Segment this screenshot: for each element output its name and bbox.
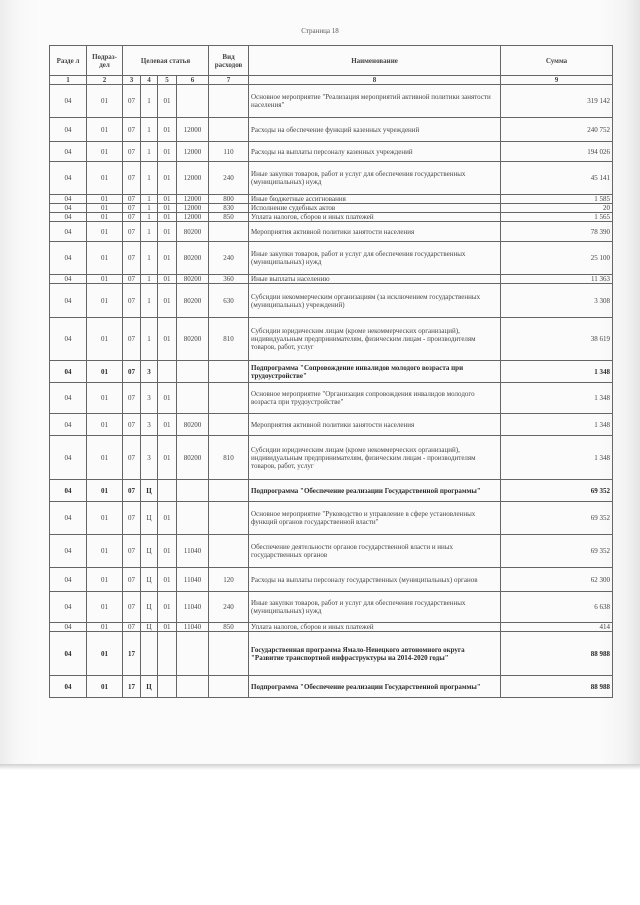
cell-naimenovanie: Уплата налогов, сборов и иных платежей [249, 213, 501, 222]
table-row [50, 222, 613, 242]
col-number: 4 [141, 76, 158, 85]
cell-cs-1: 07 [123, 414, 141, 436]
cell-razdel: 04 [50, 592, 87, 623]
cell-podrazdel: 01 [87, 414, 123, 436]
header-vid-rashodov: Вид расходов [209, 46, 249, 76]
cell-summa: 414 [501, 623, 613, 632]
cell-razdel: 04 [50, 502, 87, 535]
cell-cs-3: 01 [158, 162, 177, 195]
table-row [50, 676, 613, 698]
cell-cs-4: 80200 [177, 242, 209, 275]
table-row [50, 502, 613, 535]
cell-naimenovanie: Иные бюджетные ассигнования [249, 195, 501, 204]
header-summa: Сумма [501, 46, 613, 76]
cell-cs-1: 07 [123, 623, 141, 632]
table-row [50, 623, 613, 632]
cell-razdel: 04 [50, 195, 87, 204]
header-row [50, 46, 613, 76]
cell-cs-1: 17 [123, 676, 141, 698]
cell-cs-4 [177, 480, 209, 502]
cell-podrazdel: 01 [87, 592, 123, 623]
cell-naimenovanie: Субсидии юридическим лицам (кроме некоммерческих организаций), индивидуальным предпринимателям, физическим лицам - производителям товаров, работ, услуг [249, 318, 501, 361]
cell-cs-3: 01 [158, 535, 177, 568]
cell-cs-3: 01 [158, 436, 177, 480]
cell-razdel: 04 [50, 213, 87, 222]
table-row [50, 480, 613, 502]
cell-podrazdel: 01 [87, 623, 123, 632]
col-number: 6 [177, 76, 209, 85]
cell-cs-1: 07 [123, 436, 141, 480]
cell-cs-1: 07 [123, 142, 141, 162]
cell-cs-2: 1 [141, 318, 158, 361]
cell-podrazdel: 01 [87, 632, 123, 676]
cell-summa: 3 308 [501, 284, 613, 318]
cell-cs-3: 01 [158, 118, 177, 142]
cell-cs-2: 3 [141, 361, 158, 383]
cell-cs-2: Ц [141, 568, 158, 592]
table-row [50, 632, 613, 676]
cell-summa: 78 390 [501, 222, 613, 242]
cell-cs-3: 01 [158, 383, 177, 414]
cell-vid-rashodov [209, 535, 249, 568]
cell-razdel: 04 [50, 632, 87, 676]
cell-razdel: 04 [50, 118, 87, 142]
cell-cs-4: 80200 [177, 436, 209, 480]
cell-razdel: 04 [50, 142, 87, 162]
cell-vid-rashodov: 830 [209, 204, 249, 213]
cell-cs-2: Ц [141, 592, 158, 623]
cell-cs-2: 1 [141, 204, 158, 213]
cell-podrazdel: 01 [87, 85, 123, 118]
cell-summa: 240 752 [501, 118, 613, 142]
cell-cs-3: 01 [158, 204, 177, 213]
cell-vid-rashodov: 360 [209, 275, 249, 284]
cell-naimenovanie: Государственная программа Ямало-Ненецкого автономного округа "Развитие транспортной инфраструктуры на 2014-2020 годы" [249, 632, 501, 676]
cell-summa: 319 142 [501, 85, 613, 118]
cell-cs-2: 1 [141, 162, 158, 195]
cell-podrazdel: 01 [87, 502, 123, 535]
cell-cs-3: 01 [158, 242, 177, 275]
cell-razdel: 04 [50, 383, 87, 414]
cell-cs-4 [177, 502, 209, 535]
cell-vid-rashodov [209, 480, 249, 502]
cell-podrazdel: 01 [87, 361, 123, 383]
cell-cs-3: 01 [158, 142, 177, 162]
cell-naimenovanie: Субсидии юридическим лицам (кроме некоммерческих организаций), индивидуальным предпринимателям, физическим лицам - производителям товаров, работ, услуг [249, 436, 501, 480]
cell-naimenovanie: Расходы на обеспечение функций казенных учреждений [249, 118, 501, 142]
cell-summa: 69 352 [501, 535, 613, 568]
cell-cs-1: 07 [123, 162, 141, 195]
cell-podrazdel: 01 [87, 142, 123, 162]
cell-vid-rashodov [209, 414, 249, 436]
cell-naimenovanie: Расходы на выплаты персоналу казенных учреждений [249, 142, 501, 162]
cell-podrazdel: 01 [87, 195, 123, 204]
budget-table [49, 45, 613, 698]
cell-cs-2: 1 [141, 213, 158, 222]
cell-vid-rashodov [209, 383, 249, 414]
table-row [50, 535, 613, 568]
cell-summa: 1 565 [501, 213, 613, 222]
cell-vid-rashodov [209, 502, 249, 535]
cell-cs-1: 07 [123, 568, 141, 592]
cell-vid-rashodov: 850 [209, 213, 249, 222]
cell-cs-4 [177, 85, 209, 118]
cell-cs-3: 01 [158, 213, 177, 222]
cell-cs-2: 1 [141, 85, 158, 118]
cell-cs-1: 07 [123, 85, 141, 118]
cell-podrazdel: 01 [87, 568, 123, 592]
header-razdel: Разде л [50, 46, 87, 76]
table-row [50, 318, 613, 361]
cell-podrazdel: 01 [87, 676, 123, 698]
cell-summa: 69 352 [501, 480, 613, 502]
cell-cs-2 [141, 632, 158, 676]
cell-naimenovanie: Обеспечение деятельности органов государственной власти и иных государственных органов [249, 535, 501, 568]
col-number: 9 [501, 76, 613, 85]
cell-naimenovanie: Подпрограмма "Обеспечение реализации Государственной программы" [249, 480, 501, 502]
cell-cs-1: 07 [123, 284, 141, 318]
cell-cs-4: 80200 [177, 275, 209, 284]
cell-cs-4: 11040 [177, 568, 209, 592]
cell-cs-1: 07 [123, 480, 141, 502]
cell-vid-rashodov: 810 [209, 436, 249, 480]
cell-cs-3: 01 [158, 502, 177, 535]
cell-cs-1: 07 [123, 535, 141, 568]
cell-cs-2: 1 [141, 118, 158, 142]
cell-vid-rashodov [209, 118, 249, 142]
cell-cs-1: 07 [123, 383, 141, 414]
cell-naimenovanie: Подпрограмма "Обеспечение реализации Государственной программы" [249, 676, 501, 698]
cell-podrazdel: 01 [87, 436, 123, 480]
cell-podrazdel: 01 [87, 318, 123, 361]
col-number: 5 [158, 76, 177, 85]
cell-podrazdel: 01 [87, 275, 123, 284]
cell-cs-2: Ц [141, 623, 158, 632]
cell-cs-3 [158, 632, 177, 676]
cell-naimenovanie: Иные закупки товаров, работ и услуг для обеспечения государственных (муниципальных) нужд [249, 592, 501, 623]
cell-cs-1: 07 [123, 361, 141, 383]
cell-cs-1: 07 [123, 592, 141, 623]
cell-summa: 45 141 [501, 162, 613, 195]
table-row [50, 142, 613, 162]
cell-vid-rashodov: 810 [209, 318, 249, 361]
cell-razdel: 04 [50, 275, 87, 284]
cell-podrazdel: 01 [87, 222, 123, 242]
col-number: 7 [209, 76, 249, 85]
cell-cs-3 [158, 361, 177, 383]
cell-cs-2: 1 [141, 284, 158, 318]
cell-cs-2: 3 [141, 383, 158, 414]
cell-summa: 1 348 [501, 361, 613, 383]
cell-summa: 11 363 [501, 275, 613, 284]
header-podrazdel: Подраз- дел [87, 46, 123, 76]
cell-razdel: 04 [50, 222, 87, 242]
cell-cs-4: 12000 [177, 213, 209, 222]
cell-razdel: 04 [50, 284, 87, 318]
cell-podrazdel: 01 [87, 118, 123, 142]
table-row [50, 361, 613, 383]
cell-vid-rashodov [209, 361, 249, 383]
cell-summa: 1 348 [501, 436, 613, 480]
cell-cs-3 [158, 480, 177, 502]
cell-cs-3: 01 [158, 623, 177, 632]
cell-cs-4 [177, 383, 209, 414]
cell-naimenovanie: Иные закупки товаров, работ и услуг для обеспечения государственных (муниципальных) нужд [249, 162, 501, 195]
cell-summa: 194 026 [501, 142, 613, 162]
cell-podrazdel: 01 [87, 204, 123, 213]
page-edge-shadow [0, 764, 640, 770]
cell-summa: 88 988 [501, 632, 613, 676]
cell-cs-4: 11040 [177, 592, 209, 623]
cell-summa: 20 [501, 204, 613, 213]
cell-summa: 6 638 [501, 592, 613, 623]
cell-cs-2: 1 [141, 275, 158, 284]
cell-naimenovanie: Основное мероприятие "Реализация мероприятий активной политики занятости населения" [249, 85, 501, 118]
cell-cs-4: 80200 [177, 318, 209, 361]
cell-razdel: 04 [50, 242, 87, 275]
table-row [50, 213, 613, 222]
cell-cs-3: 01 [158, 318, 177, 361]
col-number: 8 [249, 76, 501, 85]
cell-summa: 62 300 [501, 568, 613, 592]
cell-naimenovanie: Мероприятия активной политики занятости населения [249, 222, 501, 242]
cell-razdel: 04 [50, 623, 87, 632]
cell-vid-rashodov [209, 85, 249, 118]
cell-cs-1: 07 [123, 213, 141, 222]
cell-cs-4: 80200 [177, 414, 209, 436]
table-row [50, 118, 613, 142]
cell-cs-3: 01 [158, 222, 177, 242]
cell-cs-2: 1 [141, 142, 158, 162]
cell-cs-4: 80200 [177, 284, 209, 318]
cell-podrazdel: 01 [87, 213, 123, 222]
table-row [50, 284, 613, 318]
cell-razdel: 04 [50, 414, 87, 436]
cell-vid-rashodov: 110 [209, 142, 249, 162]
cell-summa: 1 585 [501, 195, 613, 204]
cell-podrazdel: 01 [87, 284, 123, 318]
table-row [50, 162, 613, 195]
cell-cs-3: 01 [158, 592, 177, 623]
cell-razdel: 04 [50, 568, 87, 592]
cell-cs-2: 3 [141, 436, 158, 480]
cell-cs-1: 07 [123, 222, 141, 242]
cell-cs-4: 11040 [177, 623, 209, 632]
cell-podrazdel: 01 [87, 242, 123, 275]
cell-summa: 88 988 [501, 676, 613, 698]
cell-naimenovanie: Исполнение судебных актов [249, 204, 501, 213]
cell-vid-rashodov [209, 222, 249, 242]
cell-naimenovanie: Основное мероприятие "Организация сопровождения инвалидов молодого возраста при трудоустройстве" [249, 383, 501, 414]
table-row [50, 242, 613, 275]
cell-cs-4: 12000 [177, 142, 209, 162]
cell-summa: 1 348 [501, 383, 613, 414]
cell-vid-rashodov [209, 632, 249, 676]
cell-razdel: 04 [50, 318, 87, 361]
cell-naimenovanie: Уплата налогов, сборов и иных платежей [249, 623, 501, 632]
cell-podrazdel: 01 [87, 480, 123, 502]
cell-razdel: 04 [50, 535, 87, 568]
cell-summa: 1 348 [501, 414, 613, 436]
cell-cs-1: 07 [123, 502, 141, 535]
cell-razdel: 04 [50, 361, 87, 383]
cell-vid-rashodov: 120 [209, 568, 249, 592]
cell-vid-rashodov: 240 [209, 162, 249, 195]
cell-cs-2: Ц [141, 502, 158, 535]
cell-cs-1: 07 [123, 118, 141, 142]
cell-naimenovanie: Иные закупки товаров, работ и услуг для обеспечения государственных (муниципальных) нужд [249, 242, 501, 275]
cell-podrazdel: 01 [87, 535, 123, 568]
cell-cs-2: 3 [141, 414, 158, 436]
cell-cs-3: 01 [158, 284, 177, 318]
col-number: 3 [123, 76, 141, 85]
table-row [50, 85, 613, 118]
header-celevaya-statya: Целевая статья [123, 46, 209, 76]
cell-vid-rashodov: 850 [209, 623, 249, 632]
cell-summa: 25 100 [501, 242, 613, 275]
cell-cs-4: 12000 [177, 118, 209, 142]
cell-podrazdel: 01 [87, 383, 123, 414]
cell-vid-rashodov [209, 676, 249, 698]
cell-summa: 38 619 [501, 318, 613, 361]
cell-cs-4: 12000 [177, 195, 209, 204]
cell-cs-3: 01 [158, 568, 177, 592]
table-row [50, 383, 613, 414]
cell-vid-rashodov: 800 [209, 195, 249, 204]
header-naimenovanie: Наименование [249, 46, 501, 76]
cell-cs-2: 1 [141, 222, 158, 242]
cell-cs-3: 01 [158, 195, 177, 204]
table-row [50, 195, 613, 204]
table-row [50, 414, 613, 436]
col-number: 2 [87, 76, 123, 85]
cell-cs-2: Ц [141, 480, 158, 502]
column-number-row [50, 76, 613, 85]
cell-razdel: 04 [50, 480, 87, 502]
cell-razdel: 04 [50, 204, 87, 213]
cell-razdel: 04 [50, 85, 87, 118]
cell-cs-1: 07 [123, 318, 141, 361]
cell-cs-2: 1 [141, 242, 158, 275]
cell-cs-4 [177, 676, 209, 698]
cell-naimenovanie: Мероприятия активной политики занятости населения [249, 414, 501, 436]
cell-naimenovanie: Субсидии некоммерческим организациям (за исключением государственных (муниципальных) учреждений) [249, 284, 501, 318]
cell-vid-rashodov: 240 [209, 242, 249, 275]
page-number-label: Страница 18 [301, 27, 339, 35]
cell-cs-2: Ц [141, 676, 158, 698]
cell-cs-4: 80200 [177, 222, 209, 242]
cell-cs-1: 07 [123, 204, 141, 213]
cell-naimenovanie: Иные выплаты населению [249, 275, 501, 284]
cell-cs-1: 17 [123, 632, 141, 676]
table-row [50, 436, 613, 480]
cell-naimenovanie: Подпрограмма "Сопровождение инвалидов молодого возраста при трудоустройстве" [249, 361, 501, 383]
cell-cs-3: 01 [158, 275, 177, 284]
cell-cs-3: 01 [158, 85, 177, 118]
cell-cs-4: 12000 [177, 204, 209, 213]
table-row [50, 592, 613, 623]
cell-vid-rashodov: 630 [209, 284, 249, 318]
cell-cs-4 [177, 361, 209, 383]
cell-cs-4: 12000 [177, 162, 209, 195]
cell-vid-rashodov: 240 [209, 592, 249, 623]
cell-cs-1: 07 [123, 195, 141, 204]
cell-razdel: 04 [50, 162, 87, 195]
cell-cs-4 [177, 632, 209, 676]
cell-cs-1: 07 [123, 275, 141, 284]
cell-summa: 69 352 [501, 502, 613, 535]
cell-cs-2: Ц [141, 535, 158, 568]
cell-cs-3: 01 [158, 414, 177, 436]
table-row [50, 275, 613, 284]
table-row [50, 204, 613, 213]
cell-cs-4: 11040 [177, 535, 209, 568]
cell-naimenovanie: Расходы на выплаты персоналу государственных (муниципальных) органов [249, 568, 501, 592]
cell-razdel: 04 [50, 676, 87, 698]
cell-podrazdel: 01 [87, 162, 123, 195]
cell-cs-3 [158, 676, 177, 698]
cell-naimenovanie: Основное мероприятие "Руководство и управление в сфере установленных функций органов государственной власти" [249, 502, 501, 535]
cell-cs-1: 07 [123, 242, 141, 275]
col-number: 1 [50, 76, 87, 85]
table-row [50, 568, 613, 592]
cell-razdel: 04 [50, 436, 87, 480]
cell-cs-2: 1 [141, 195, 158, 204]
